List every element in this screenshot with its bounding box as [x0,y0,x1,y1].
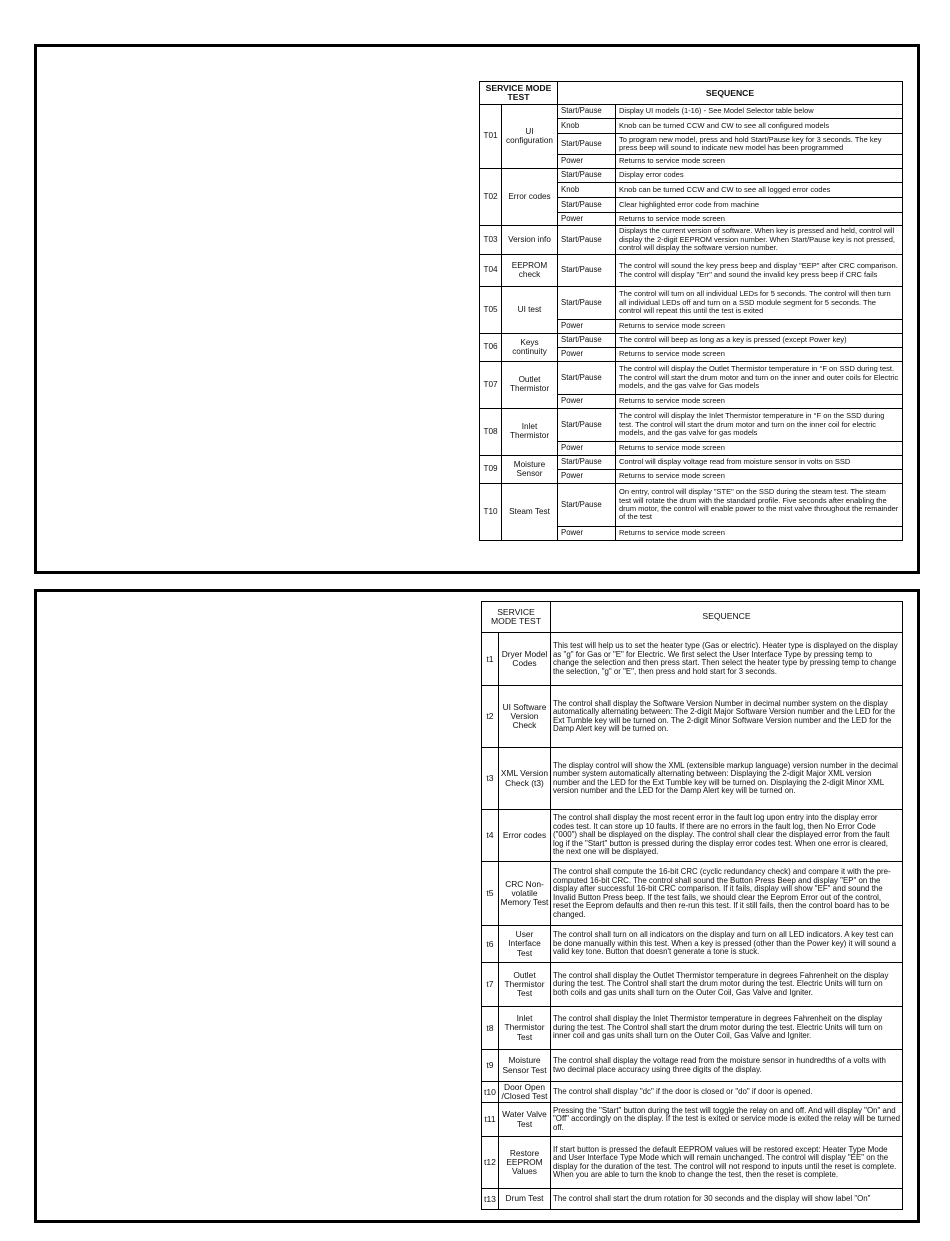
table-row [482,926,903,963]
table-row [480,362,903,395]
step-key: Power [558,442,616,456]
service-mode-table-2 [481,601,903,1210]
test-name: User Interface Test [499,926,551,963]
table-row [482,1189,903,1210]
step-sequence: Knob can be turned CCW and CW to see all logged error codes [616,183,903,198]
test-sequence: This test will help us to set the heater type (Gas or electric). Heater type is displayed on the display as "g" for Gas or "E" for Electric. We first select the User Interface Type by pressing temp to change the selection and then press start. Then select the heater type by pressing temp to change the selection, "g" or "E", then press and hold start for 3 seconds. [551,633,903,686]
test-name: Moisture Sensor [502,456,558,484]
test-sequence: The control shall display the Software Version Number in decimal number system on the display automatically alternating between: The 2-digit Major Software Version number and the LED for the Ext Tumble key will be turned on. The 2-digit Minor Software Version number and the LED for the Damp Alert key will be turned on. [551,686,903,748]
test-name: XML Version Check (t3) [499,748,551,810]
test-code: T04 [480,255,502,287]
test-code: t7 [482,963,499,1007]
test-name: Door Open /Closed Test [499,1082,551,1103]
step-key: Start/Pause [558,484,616,527]
table-row [482,810,903,862]
test-code: T10 [480,484,502,541]
table-header-row [480,82,903,105]
step-sequence: The control will turn on all individual LEDs for 5 seconds. The control will then turn all individual LEDs off and turn on a SSD module segment for 5 seconds. The control will repeat this until the test is exited [616,287,903,320]
test-name: Outlet Thermistor Test [499,963,551,1007]
test-code: t6 [482,926,499,963]
step-key: Power [558,527,616,541]
test-sequence: The control shall compute the 16-bit CRC (cyclic redundancy check) and compare it with the pre-computed 16-bit CRC. The control shall sound the Button Press Beep and display "EP" on the display after successful 16-bit CRC comparison. If it fails, display will show "EF" and sound the Invalid Button Press beep. If the test fails, we should clear the Eeprom Error out of the control, reset the Eeprom defaults and then re-run this test. If it still fails, then the control board has to be changed. [551,862,903,926]
table-header-row [482,602,903,633]
test-sequence: If start button is pressed the default EEPROM values will be restored except: Heater Type Mode and User Interface Type Mode which will remain unchanged. The control will display "EE" on the display for the duration of the test. The control will not respond to inputs until the reset is complete. When you are able to turn the knob to change the test, then the reset is complete. [551,1137,903,1189]
step-sequence: Returns to service mode screen [616,213,903,226]
test-name: CRC Non-volatile Memory Test [499,862,551,926]
step-key: Start/Pause [558,134,616,155]
test-name: Moisture Sensor Test [499,1050,551,1082]
step-sequence: Display error codes [616,169,903,183]
test-code: T09 [480,456,502,484]
table-row [482,686,903,748]
test-sequence: The display control will show the XML (extensible markup language) version number in the decimal number system automatically alternating between: Displaying the 2-digit Major XML version number and the LED for the Ext Tumble key will be turned on. Displaying the 2-digit Minor XML version number and the LED for the Damp Alert key will be turned on. [551,748,903,810]
table-row [480,226,903,255]
step-sequence: On entry, control will display "STE" on the SSD during the steam test. The steam test will rotate the drum with the standard profile. Five seconds after enabling the drum motor, the control will enable power to the mist valve throughout the remainder of the test [616,484,903,527]
step-sequence: Returns to service mode screen [616,470,903,484]
table-row [480,169,903,183]
header-service-mode-test: SERVICE MODE TEST [480,82,558,105]
step-sequence: Returns to service mode screen [616,348,903,362]
test-name: UI configuration [502,105,558,169]
test-code: t11 [482,1103,499,1137]
test-code: t10 [482,1082,499,1103]
table-row [482,633,903,686]
test-name: Version info [502,226,558,255]
table-row [482,1103,903,1137]
test-name: Drum Test [499,1189,551,1210]
step-sequence: Knob can be turned CCW and CW to see all configured models [616,119,903,134]
table-row [482,1082,903,1103]
test-code: t12 [482,1137,499,1189]
step-key: Start/Pause [558,255,616,287]
step-sequence: Returns to service mode screen [616,395,903,409]
step-key: Knob [558,119,616,134]
table-row [480,484,903,527]
step-sequence: Returns to service mode screen [616,442,903,456]
table-row [480,409,903,442]
test-name: Inlet Thermistor Test [499,1007,551,1050]
step-sequence: The control will beep as long as a key is pressed (except Power key) [616,334,903,348]
test-name: Restore EEPROM Values [499,1137,551,1189]
step-sequence: To program new model, press and hold Start/Pause key for 3 seconds. The key press beep will sound to indicate new model has been programmed [616,134,903,155]
table-row [482,1007,903,1050]
table-row [482,862,903,926]
table-row [480,334,903,348]
table-2-body [482,633,903,1210]
test-name: UI Software Version Check [499,686,551,748]
step-key: Start/Pause [558,456,616,470]
step-key: Start/Pause [558,105,616,119]
test-name: Error codes [502,169,558,226]
step-sequence: The control will display the Inlet Thermistor temperature in °F on the SSD during test. The control will start the drum motor and turn on the inner coil for electric models, and the gas valve for gas models [616,409,903,442]
step-sequence: Control will display voltage read from moisture sensor in volts on SSD [616,456,903,470]
step-key: Start/Pause [558,226,616,255]
test-name: EEPROM check [502,255,558,287]
test-code: T02 [480,169,502,226]
step-key: Power [558,470,616,484]
test-code: T01 [480,105,502,169]
step-sequence: The control will display the Outlet Thermistor temperature in °F on SSD during test. The control will start the drum motor and turn on the inner and outer coils for Electric models, and the gas valve for Gas models [616,362,903,395]
test-name: Keys continuity [502,334,558,362]
step-sequence: Returns to service mode screen [616,155,903,169]
table-row [482,963,903,1007]
step-key: Power [558,320,616,334]
service-mode-table-1 [479,81,903,541]
test-code: t2 [482,686,499,748]
test-sequence: Pressing the "Start" button during the test will toggle the relay on and off. And will display "On" and "Off" accordingly on the display. If the test is exited or service mode is exited the relay will be turned off. [551,1103,903,1137]
test-code: T05 [480,287,502,334]
step-key: Knob [558,183,616,198]
test-sequence: The control shall display the Inlet Thermistor temperature in degrees Fahrenheit on the display during the test. The Control shall start the drum motor during the test. Electric Units will turn on inner coil and gas units shall turn on the Outer Coil, Gas Valve and Igniter. [551,1007,903,1050]
test-sequence: The control shall display the most recent error in the fault log upon entry into the display error codes test. It can store up 10 faults. If there are no errors in the fault log, then No Error Code ("000") shall be displayed on the display. The control shall clear the displayed error from the fault log if the "Start" button is pressed during the display error codes test. When one error is cleared, the next one will be displayed. [551,810,903,862]
header-sequence: SEQUENCE [551,602,903,633]
table-row [482,1050,903,1082]
table-row [480,287,903,320]
step-key: Start/Pause [558,409,616,442]
step-sequence: Displays the current version of software. When key is pressed and held, control will display the 2-digit EEPROM version number. When Start/Pause key is not pressed, control will display the software version number. [616,226,903,255]
test-sequence: The control shall display the voltage read from the moisture sensor in hundredths of a volts with two decimal place accuracy using three digits of the display. [551,1050,903,1082]
test-name: Dryer Model Codes [499,633,551,686]
service-mode-panel-1 [34,44,920,574]
step-sequence: Returns to service mode screen [616,320,903,334]
test-code: t9 [482,1050,499,1082]
test-code: T07 [480,362,502,409]
test-name: Error codes [499,810,551,862]
step-sequence: Returns to service mode screen [616,527,903,541]
test-name: Outlet Thermistor [502,362,558,409]
table-1-body [480,105,903,541]
test-sequence: The control shall turn on all indicators on the display and turn on all LED indicators. A key test can be done manually within this test. When a key is pressed (other than the Power key) it will sound a valid key tone. Button that doesn't generate a tone is stuck. [551,926,903,963]
table-row [480,105,903,119]
step-key: Start/Pause [558,334,616,348]
test-sequence: The control shall display the Outlet Thermistor temperature in degrees Fahrenheit on the display during the test. The Control shall start the drum motor during the test. Electric Units will turn on both coils and gas units shall turn on the Outer Coil, Gas Valve and Igniter. [551,963,903,1007]
step-key: Start/Pause [558,287,616,320]
test-code: t3 [482,748,499,810]
table-row [482,748,903,810]
step-key: Power [558,155,616,169]
step-key: Start/Pause [558,169,616,183]
test-name: Inlet Thermistor [502,409,558,456]
step-key: Power [558,395,616,409]
test-name: Water Valve Test [499,1103,551,1137]
test-sequence: The control shall display "dc" if the door is closed or "do" if door is opened. [551,1082,903,1103]
step-key: Power [558,348,616,362]
test-code: t1 [482,633,499,686]
test-name: UI test [502,287,558,334]
step-key: Start/Pause [558,362,616,395]
test-code: T08 [480,409,502,456]
header-service-mode-test: SERVICE MODE TEST [482,602,551,633]
step-key: Power [558,213,616,226]
test-code: t8 [482,1007,499,1050]
table-row [482,1137,903,1189]
header-sequence: SEQUENCE [558,82,903,105]
test-sequence: The control shall start the drum rotation for 30 seconds and the display will show label "On" [551,1189,903,1210]
test-code: t13 [482,1189,499,1210]
step-sequence: Clear highlighted error code from machine [616,198,903,213]
test-code: t5 [482,862,499,926]
test-code: T03 [480,226,502,255]
table-row [480,456,903,470]
step-sequence: The control will sound the key press beep and display "EEP" after CRC comparison. The control will display "Err" and sound the invalid key press beep if CRC fails [616,255,903,287]
table-row [480,255,903,287]
test-code: T06 [480,334,502,362]
step-key: Start/Pause [558,198,616,213]
test-code: t4 [482,810,499,862]
test-name: Steam Test [502,484,558,541]
step-sequence: Display UI models (1-16) - See Model Selector table below [616,105,903,119]
service-mode-panel-2 [34,589,920,1223]
